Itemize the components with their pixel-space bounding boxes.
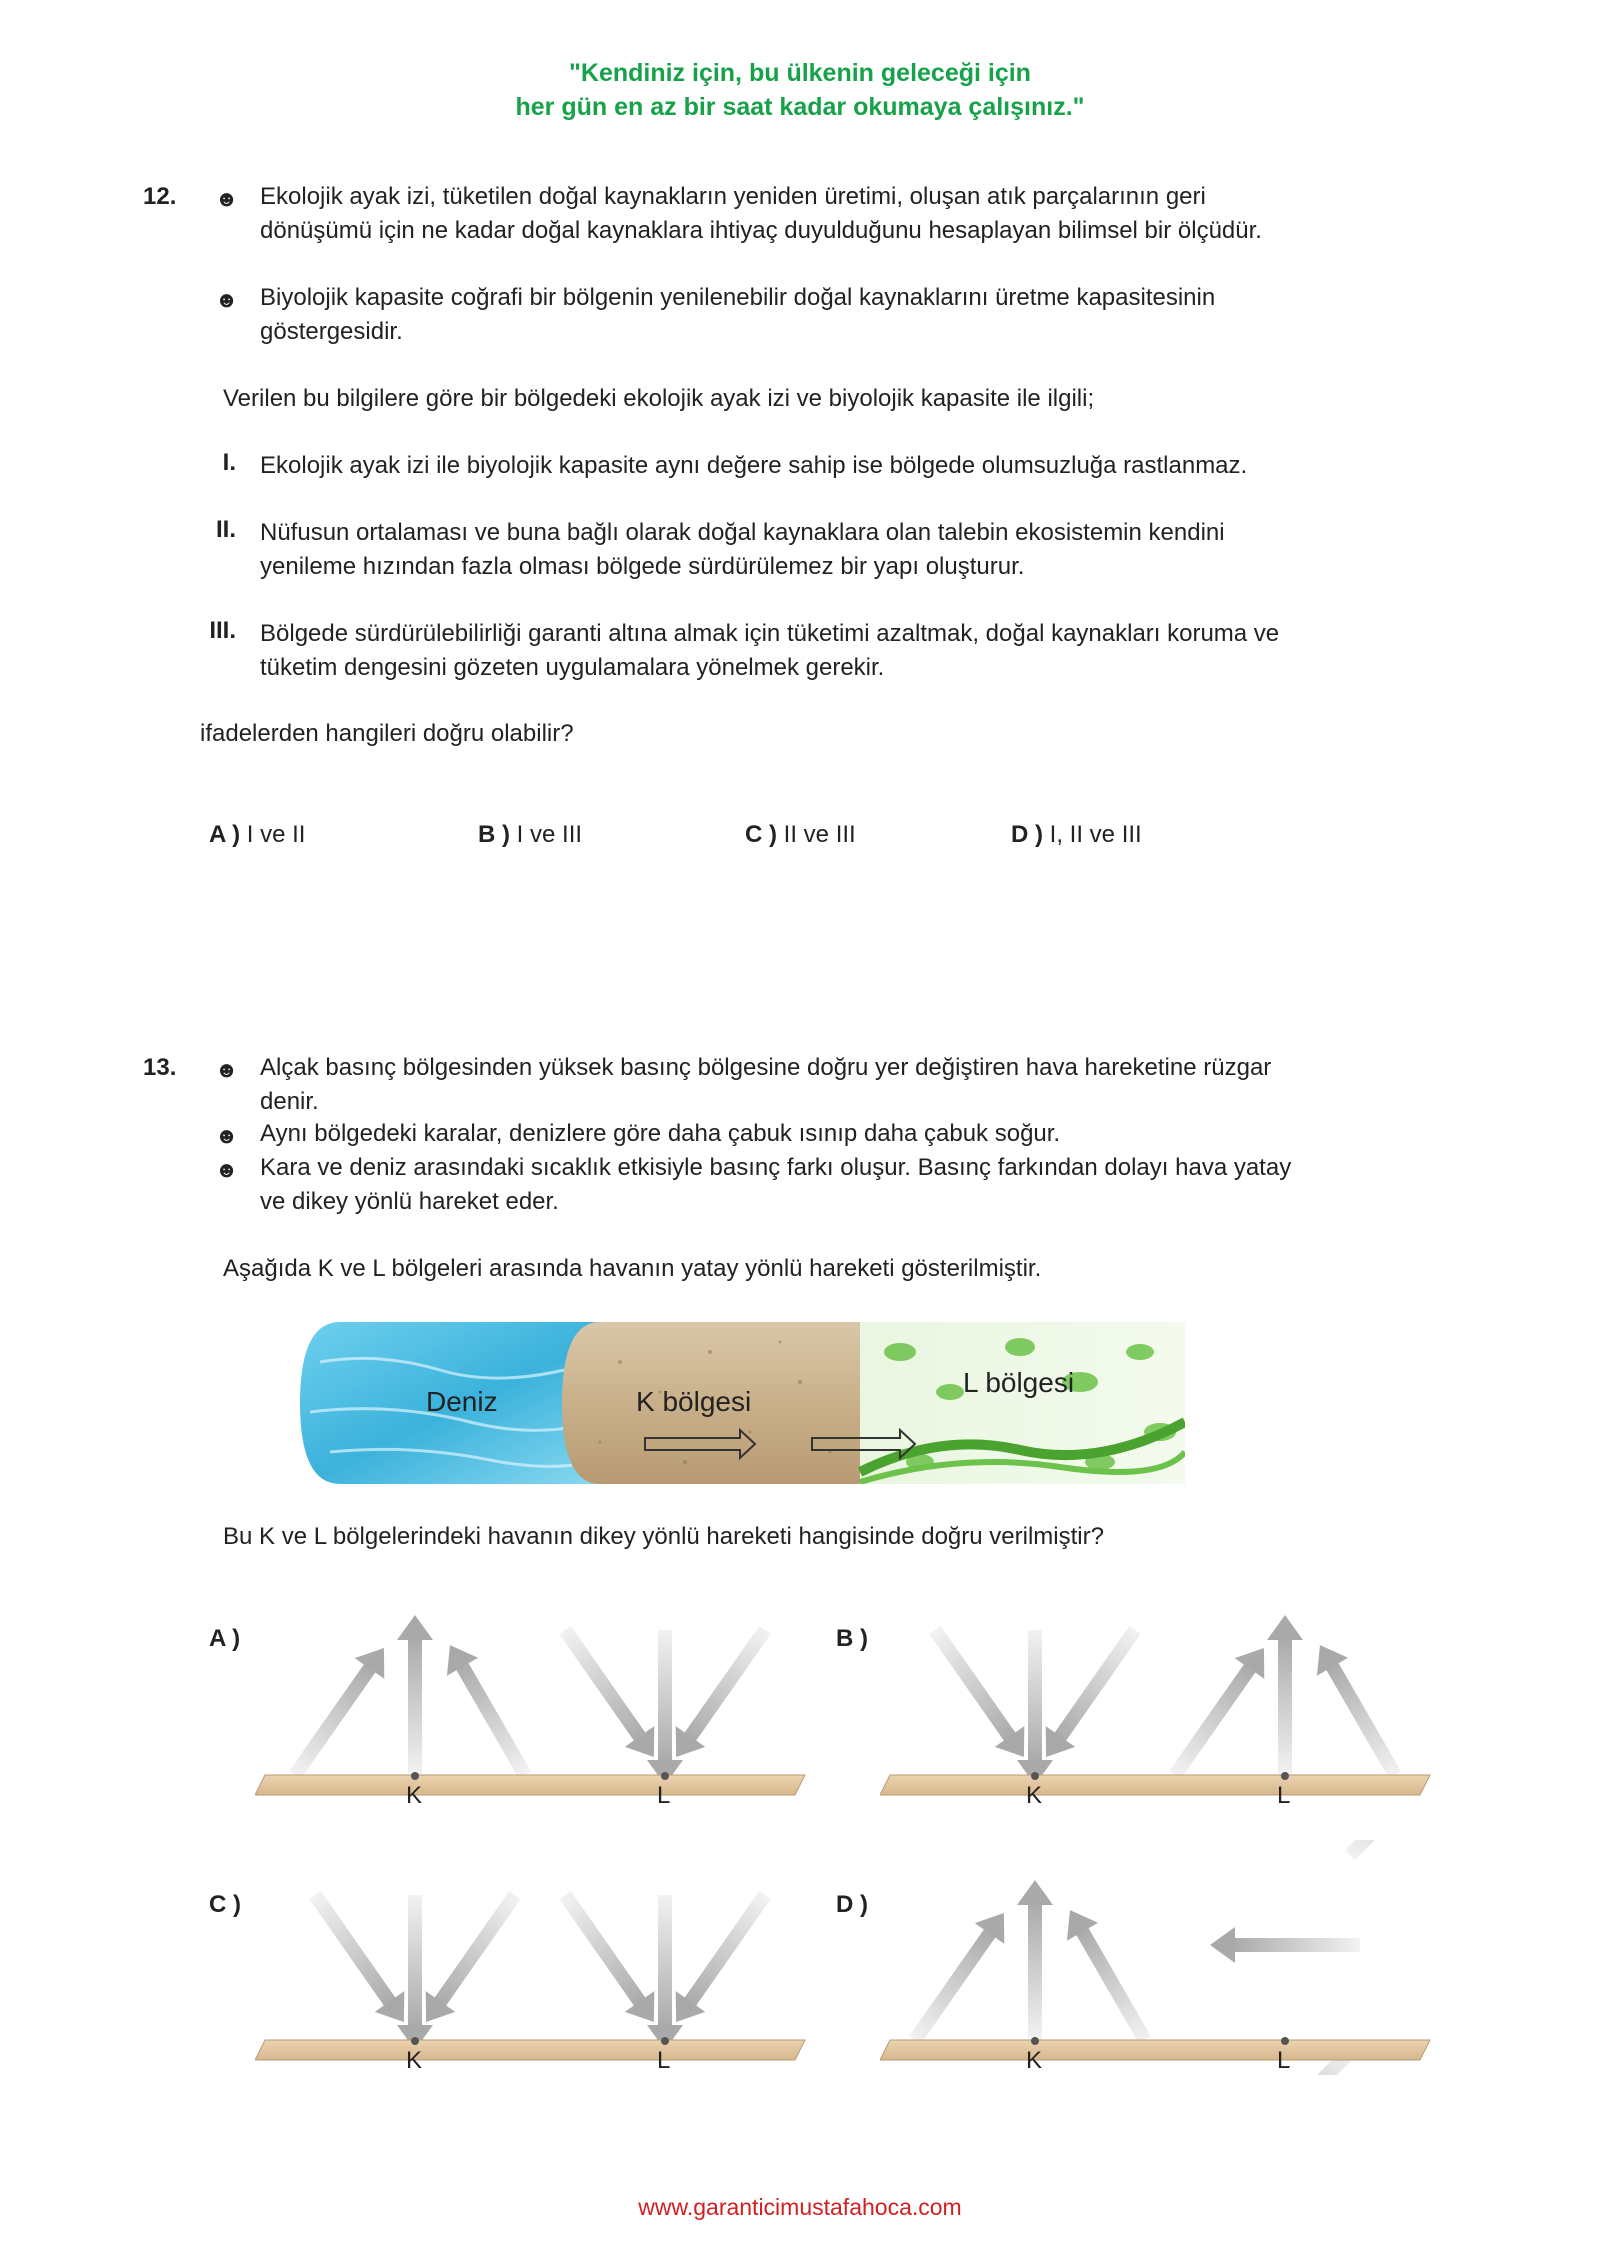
arrow-l-in-middle — [1210, 1927, 1360, 1963]
board — [880, 2040, 1430, 2060]
board — [255, 2040, 805, 2060]
q13-option-d-label[interactable]: D ) — [836, 1891, 868, 1918]
point-k-label: K — [1026, 2047, 1043, 2074]
arrow-l-in-upper — [1337, 1840, 1440, 1868]
point-k-label: K — [406, 2047, 423, 2074]
statement-label-iii: III. — [209, 617, 236, 644]
q13-bullet1-line1: Alçak basınç bölgesinden yüksek basınç bölgesine doğru yer değiştiren hava hareketine rüzgar — [260, 1054, 1272, 1081]
question-12-number: 12. — [143, 183, 177, 210]
q13-bullet1-line2: denir. — [260, 1088, 319, 1115]
arrow-k-up-left — [280, 1638, 398, 1786]
point-k — [411, 2037, 419, 2045]
statement-label-i: I. — [222, 449, 236, 476]
point-l — [661, 1772, 669, 1780]
arrow-k-down-left — [920, 1620, 1038, 1768]
question-13-number: 13. — [143, 1054, 177, 1081]
option-label: C ) — [745, 821, 777, 848]
q12-option-a[interactable] — [209, 818, 305, 852]
q13-option-b-diagram[interactable] — [880, 1610, 1440, 1810]
arrow-k-up — [1017, 1880, 1053, 2040]
statement-i-line1: Ekolojik ayak izi ile biyolojik kapasite aynı değere sahip ise bölgede olumsuzluğa rastlanmaz. — [260, 452, 1248, 479]
option-text: I, II ve III — [1049, 821, 1142, 848]
arrow-l-down-right — [661, 1885, 779, 2033]
arrow-k-up-right — [434, 1636, 540, 1784]
arrow-k-down-right — [411, 1885, 529, 2033]
option-text: II ve III — [783, 821, 856, 848]
point-k — [411, 1772, 419, 1780]
region-l-label: L bölgesi — [963, 1367, 1075, 1398]
region-k-label: K bölgesi — [636, 1386, 752, 1417]
arrow-l-up — [1267, 1615, 1303, 1775]
option-text: I ve III — [516, 821, 583, 848]
q13-option-c-label[interactable]: C ) — [209, 1891, 241, 1918]
q13-bullet2: Aynı bölgedeki karalar, denizlere göre daha çabuk ısınıp daha çabuk soğur. — [260, 1120, 1061, 1147]
statement-label-ii: II. — [215, 516, 236, 543]
option-label: B ) — [478, 821, 510, 848]
option-label: D ) — [1011, 821, 1043, 848]
option-text: I ve II — [246, 821, 306, 848]
q13-question: Bu K ve L bölgelerindeki havanın dikey yönlü hareketi hangisinde doğru verilmiştir? — [223, 1523, 1104, 1550]
q12-bullet1-line2: dönüşümü için ne kadar doğal kaynaklara ihtiyaç duyulduğunu hesaplayan bilimsel bir ölçüdür. — [260, 217, 1262, 244]
statement-iii-line1: Bölgede sürdürülebilirliği garanti altına almak için tüketimi azaltmak, doğal kaynakları koruma ve — [260, 620, 1280, 647]
q12-bullet1-line1: Ekolojik ayak izi, tüketilen doğal kaynakların yeniden üretimi, oluşan atık parçalarının geri — [260, 183, 1206, 210]
q13-bullet3-line2: ve dikey yönlü hareket eder. — [260, 1188, 559, 1215]
point-l-label: L — [1277, 1782, 1291, 1809]
q13-bullet3-line1: Kara ve deniz arasındaki sıcaklık etkisiyle basınç farkı oluşur. Basınç farkından dolayı hava yatay — [260, 1154, 1292, 1181]
option-label: A ) — [209, 821, 241, 848]
q12-option-d[interactable] — [1011, 818, 1142, 852]
q12-question: ifadelerden hangileri doğru olabilir? — [200, 720, 574, 747]
arrow-l-down-left — [550, 1620, 668, 1768]
point-l — [1281, 1772, 1289, 1780]
point-k-label: K — [406, 1782, 423, 1809]
bullet-icon: ☻ — [215, 1157, 239, 1182]
point-k — [1031, 2037, 1039, 2045]
point-l — [661, 2037, 669, 2045]
q13-option-d-diagram[interactable] — [880, 1840, 1440, 2075]
q13-option-b-label[interactable]: B ) — [836, 1625, 868, 1652]
arrow-k-down-left — [300, 1885, 418, 2033]
arrow-k-down — [1017, 1630, 1053, 1785]
arrow-l-down — [647, 1630, 683, 1785]
point-l-label: L — [657, 2047, 671, 2074]
q12-intro: Verilen bu bilgilere göre bir bölgedeki ekolojik ayak izi ve biyolojik kapasite ile ilgili; — [223, 385, 1095, 412]
arrow-k-down-right — [1031, 1620, 1149, 1768]
bullet-icon: ☻ — [215, 186, 239, 211]
point-l-label: L — [657, 1782, 671, 1809]
q13-option-a-label[interactable]: A ) — [209, 1625, 241, 1652]
point-l — [1281, 2037, 1289, 2045]
arrow-l-down-left — [550, 1885, 668, 2033]
quote-line-1: "Kendiniz için, bu ülkenin geleceği için — [569, 59, 1031, 87]
q13-option-c-diagram[interactable] — [255, 1875, 815, 2075]
q13-option-a-diagram[interactable] — [255, 1610, 815, 1810]
board — [880, 1775, 1430, 1795]
arrow-l-down-right — [661, 1620, 779, 1768]
arrow-l-up-left — [1160, 1638, 1278, 1786]
arrow-l-down — [647, 1895, 683, 2050]
statement-ii-line1: Nüfusun ortalaması ve buna bağlı olarak doğal kaynaklara olan talebin ekosistemin kendini — [260, 519, 1225, 546]
arrow-l-up-right — [1304, 1636, 1410, 1784]
bullet-icon: ☻ — [215, 1057, 239, 1082]
bullet-icon: ☻ — [215, 287, 239, 312]
footer-url[interactable]: www.garanticimustafahoca.com — [638, 2194, 962, 2220]
q13-intro: Aşağıda K ve L bölgeleri arasında havanın yatay yönlü hareketi gösterilmiştir. — [223, 1255, 1042, 1282]
arrow-k-up-left — [900, 1903, 1018, 2051]
statement-iii-line2: tüketim dengesini gözeten uygulamalara yönelmek gerekir. — [260, 654, 885, 681]
q12-option-c[interactable] — [745, 818, 856, 852]
quote-line-2: her gün en az bir saat kadar okumaya çalışınız." — [515, 93, 1085, 121]
bullet-icon: ☻ — [215, 1123, 239, 1148]
arrow-k-down — [397, 1895, 433, 2050]
point-k — [1031, 1772, 1039, 1780]
arrow-k-up — [397, 1615, 433, 1775]
sea-label: Deniz — [426, 1386, 498, 1417]
q12-option-b[interactable] — [478, 818, 582, 852]
point-k-label: K — [1026, 1782, 1043, 1809]
statement-ii-line2: yenileme hızından fazla olması bölgede sürdürülemez bir yapı oluşturur. — [260, 553, 1025, 580]
q12-bullet2-line2: göstergesidir. — [260, 318, 403, 345]
board — [255, 1775, 805, 1795]
q12-bullet2-line1: Biyolojik kapasite coğrafi bir bölgenin yenilenebilir doğal kaynaklarını üretme kapasitesinin — [260, 284, 1216, 311]
arrow-k-up-right — [1054, 1901, 1160, 2049]
point-l-label: L — [1277, 2047, 1291, 2074]
